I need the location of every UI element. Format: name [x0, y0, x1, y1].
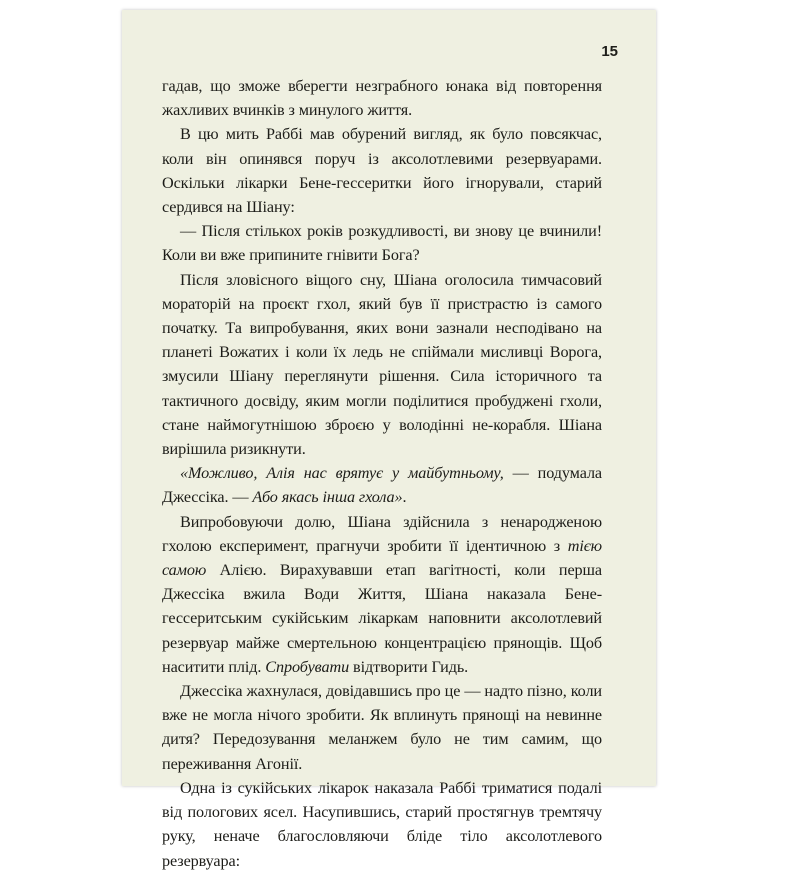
- thought-part-1: «Можливо, Алія нас врятує у майбутньому,: [180, 464, 504, 483]
- p6-part-3: відтворити Гидь.: [349, 657, 469, 676]
- body-text: [162, 74, 602, 873]
- paragraph-2: В цю мить Раббі мав обурений вигляд, як було повсякчас, коли він опинявся поруч із аксолотлевими резервуарами. Оскільки лікарки Бене-гессеритки його ігнорували, старий сердився на Шіану:: [162, 125, 602, 217]
- paragraph-4: Після зловісного віщого сну, Шіана оголосила тимчасовий мораторій на проєкт гхол, який був її пристрастю із самого початку. Та випробування, яких вони зазнали несподівано на планеті Вожатих і коли їх ледь не спіймали мисливці Ворога, змусили Шіану переглянути рішення. Сила історичного та тактичного досвіду, яким могли поділитися пробуджені гхоли, стане наймогутнішою зброєю у володінні не-корабля. Шіана вирішила ризикнути.: [162, 270, 602, 459]
- paragraph-7: Джессіка жахнулася, довідавшись про це — надто пізно, коли вже не могла нічого зробити. Як вплинуть прянощі на невинне дитя? Передозування меланжем було не тим самим, що переживання Агонії.: [162, 682, 602, 773]
- book-page: [122, 10, 656, 870]
- paragraph-8: Одна із сукійських лікарок наказала Раббі триматися подалі від пологових ясел. Насупившись, старий простягнув тремтячу руку, неначе благословляючи бліде тіло аксолотлевого резервуара:: [162, 778, 602, 870]
- p6-emphasis-2: Спробувати: [265, 657, 350, 676]
- thought-attribution: — подумала Джессіка. —: [162, 464, 603, 507]
- thought-part-2: Або якась інша гхола»: [252, 488, 403, 507]
- paragraph-3-dialogue: — Після стількох років розкудливості, ви знову це вчинили! Коли ви вже припините гнівити Бога?: [162, 222, 602, 265]
- paragraph-6: [162, 510, 602, 679]
- p6-part-2: Алією. Вирахувавши етап вагітності, коли перша Джессіка вжила Води Життя, Шіана наказала Бене-гессеритським сукійським лікаркам наповнити аксолотлевий резервуар майже смертельною концентрацією прянощів. Щоб наситити плід.: [162, 561, 602, 676]
- paragraph-1: гадав, що зможе вберегти незграбного юнака від повторення жахливих вчинків з минулого життя.: [162, 77, 602, 120]
- page-number: 15: [601, 43, 618, 60]
- paragraph-5-thought: [162, 461, 602, 509]
- p6-emphasis-1: тією самою: [162, 536, 602, 580]
- p6-part-1: Випробовуючи долю, Шіана здійснила з ненародженою гхолою експеримент, прагнучи зробити її ідентичною з: [162, 512, 602, 555]
- thought-end: .: [402, 488, 407, 507]
